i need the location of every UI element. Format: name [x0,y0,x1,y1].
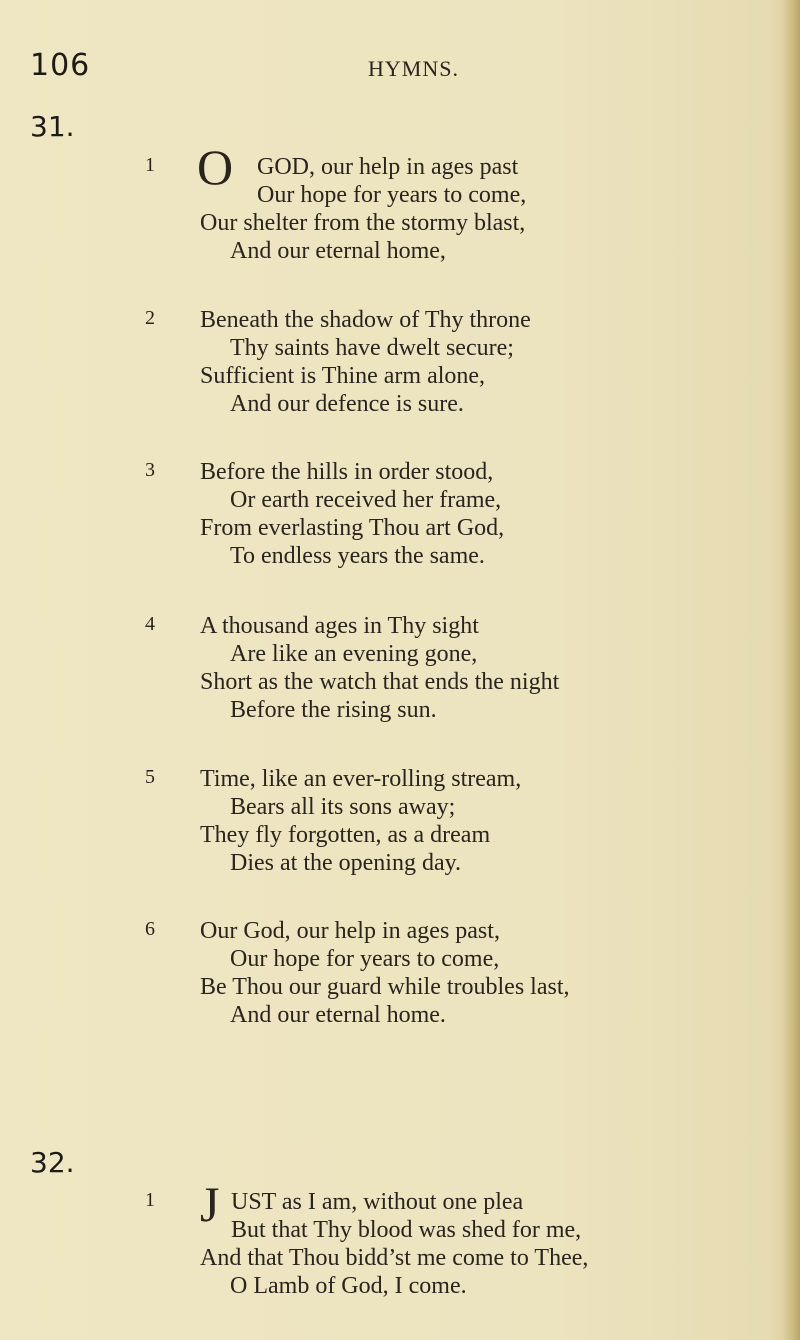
verse-line: Short as the watch that ends the night [200,669,560,695]
verse-number: 6 [145,918,155,940]
verse-line: GOD, our help in ages past [257,154,519,180]
page-edge-shadow [782,0,800,1340]
verse-line: UST as I am, without one plea [231,1189,524,1215]
verse-line: But that Thy blood was shed for me, [231,1217,582,1243]
running-head: HYMNS. [368,56,459,81]
verse-line: To endless years the same. [230,543,485,569]
verse-line: Bears all its sons away; [230,794,456,820]
verse-line: Time, like an ever-rolling stream, [200,766,522,792]
verse-line: Before the hills in order stood, [200,459,494,485]
drop-cap: O [197,139,234,195]
verse-line: They fly forgotten, as a dream [200,822,491,848]
verse-line: Our God, our help in ages past, [200,918,500,944]
verse-line: A thousand ages in Thy sight [200,613,479,639]
verse-line: And our defence is sure. [230,391,464,417]
verse-number: 3 [145,459,155,481]
verse-number: 5 [145,766,155,788]
verse-line: And our eternal home, [230,238,446,264]
verse-line: Sufficient is Thine arm alone, [200,363,486,389]
verse-line: Dies at the opening day. [230,850,462,876]
verse-line: Before the rising sun. [230,697,437,723]
verse-line: Or earth received her frame, [230,487,502,513]
verse-line: From everlasting Thou art God, [200,515,505,541]
verse-number: 4 [145,613,155,635]
verse-line: Are like an evening gone, [230,641,478,667]
verse-number: 1 [145,1189,155,1211]
verse-line: Our hope for years to come, [257,182,527,208]
hymn-number: 32. [30,1146,75,1179]
verse-line: Our shelter from the stormy blast, [200,210,526,236]
hymn-number: 31. [30,110,75,143]
verse-line: O Lamb of God, I come. [230,1273,467,1299]
verse-line: Thy saints have dwelt secure; [230,335,514,361]
verse-number: 1 [145,154,155,176]
verse-line: Our hope for years to come, [230,946,500,972]
drop-cap: J [200,1176,220,1232]
verse-line: And our eternal home. [230,1002,446,1028]
page-number: 106 [30,48,91,83]
verse-number: 2 [145,307,155,329]
verse-line: Beneath the shadow of Thy throne [200,307,531,333]
verse-line: Be Thou our guard while troubles last, [200,974,570,1000]
page-header [30,48,750,88]
verse-line: And that Thou bidd’st me come to Thee, [200,1245,589,1271]
